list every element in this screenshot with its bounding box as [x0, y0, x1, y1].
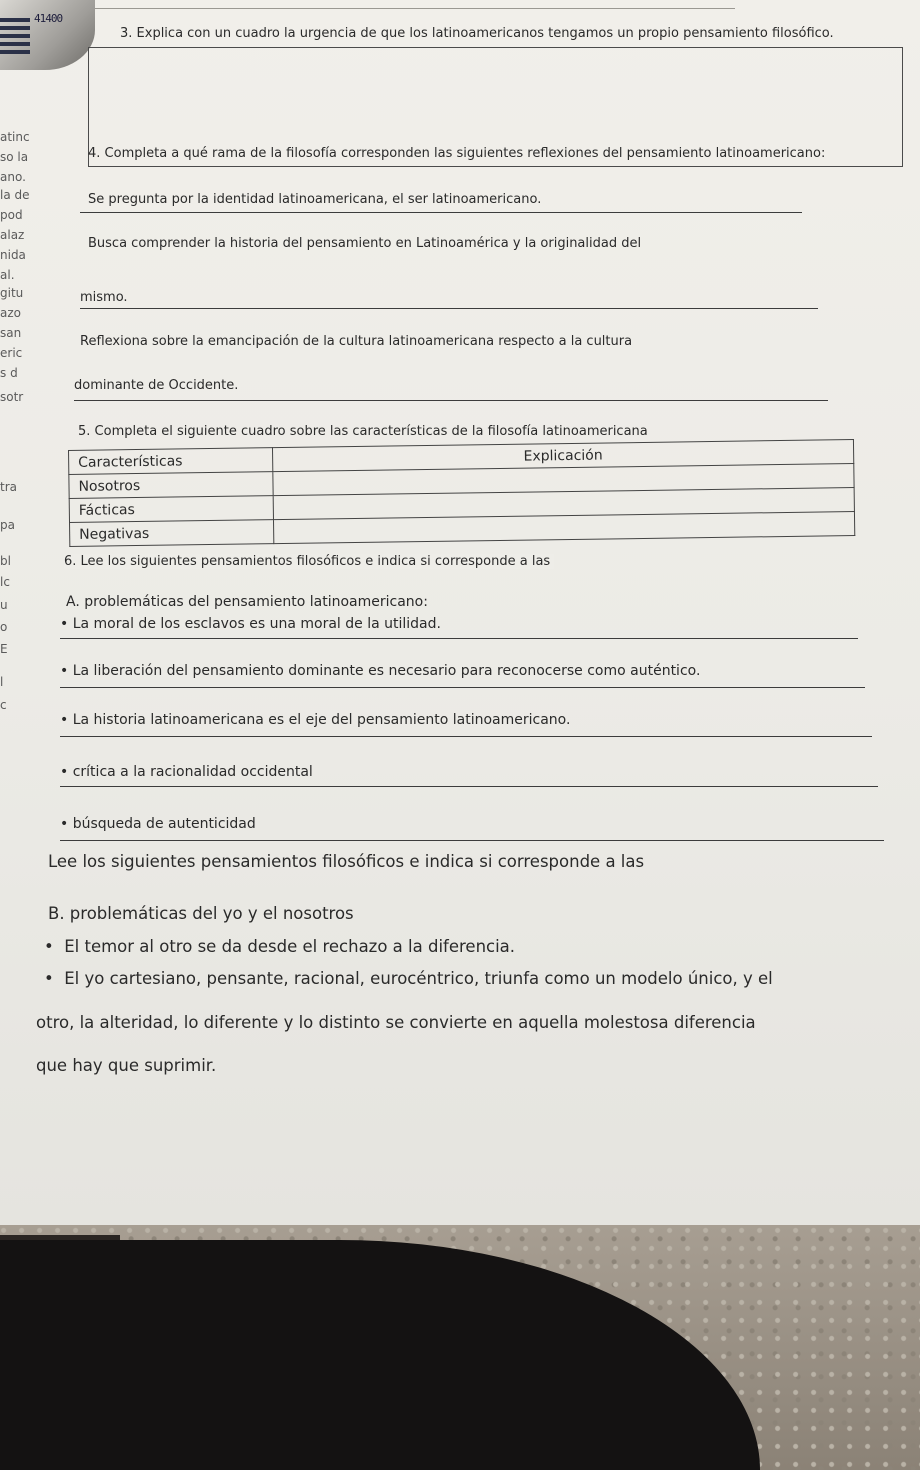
- fragment: ano.: [0, 170, 26, 184]
- bullet-text: crítica a la racionalidad occidental: [72, 764, 313, 780]
- fragment: alaz: [0, 228, 25, 242]
- top-rule: [95, 8, 735, 9]
- q6-bullet-5: • búsqueda de autenticidad: [60, 816, 256, 832]
- q4-item-3-cont: dominante de Occidente.: [74, 378, 239, 393]
- fragment: gitu: [0, 286, 24, 300]
- answer-line[interactable]: [80, 212, 802, 213]
- table-header-explicacion: Explicación: [272, 440, 853, 472]
- question-6: 6. Lee los siguientes pensamientos filosóficos e indica si corresponde a las: [64, 554, 554, 569]
- answer-line[interactable]: [80, 308, 818, 309]
- answer-line[interactable]: [60, 786, 878, 787]
- table-row-facticas: Fácticas: [69, 496, 273, 523]
- fragment: nida: [0, 248, 26, 262]
- fragment: la de: [0, 188, 30, 202]
- answer-line[interactable]: [60, 736, 872, 737]
- q4-item-2: Busca comprender la historia del pensamiento en Latinoamérica y la originalidad del: [88, 236, 642, 251]
- bullet-text: La historia latinoamericana es el eje del pensamiento latinoamericano.: [72, 712, 571, 728]
- fragment: lc: [0, 575, 10, 589]
- fragment: tra: [0, 480, 17, 494]
- bullet-text: búsqueda de autenticidad: [72, 816, 256, 832]
- fragment: s d: [0, 366, 18, 380]
- answer-line[interactable]: [74, 400, 828, 401]
- fragment: pa: [0, 518, 15, 532]
- fragment: so la: [0, 150, 29, 164]
- answer-line[interactable]: [60, 638, 858, 639]
- q4-item-1: Se pregunta por la identidad latinoamericana, el ser latinoamericano.: [88, 192, 542, 207]
- partb-intro: Lee los siguientes pensamientos filosóficos e indica si corresponde a las: [48, 852, 645, 871]
- bullet-text: La liberación del pensamiento dominante es necesario para reconocerse como auténtico.: [72, 663, 701, 679]
- fragment: o: [0, 620, 8, 634]
- answer-line[interactable]: [60, 840, 884, 841]
- fragment: u: [0, 598, 8, 612]
- q6-subheading-a: A. problemáticas del pensamiento latinoamericano:: [66, 594, 428, 610]
- fragment: sotr: [0, 390, 24, 404]
- characteristics-table: [68, 439, 855, 547]
- partb-bullet-2: • El yo cartesiano, pensante, racional, eurocéntrico, triunfa como un modelo único, y el: [44, 969, 773, 988]
- q4-item-3: Reflexiona sobre la emancipación de la cultura latinoamericana respecto a la cultura: [80, 334, 633, 349]
- question-3: 3. Explica con un cuadro la urgencia de que los latinoamericanos tengamos un propio pensamiento filosófico.: [120, 26, 834, 41]
- fragment: eric: [0, 346, 23, 360]
- table-row-negativas: Negativas: [70, 520, 274, 547]
- question-4: 4. Completa a qué rama de la filosofía corresponden las siguientes reflexiones del pensamiento latinoamericano:: [88, 146, 826, 161]
- q4-item-2-cont: mismo.: [80, 290, 128, 305]
- pen-label: 41400: [34, 12, 63, 25]
- fragment: pod: [0, 208, 23, 222]
- answer-line[interactable]: [60, 687, 865, 688]
- q6-bullet-2: • La liberación del pensamiento dominante es necesario para reconocerse como auténtico.: [60, 663, 701, 679]
- pen-stripes: [0, 18, 30, 58]
- fragment: c: [0, 698, 7, 712]
- partb-subheading: B. problemáticas del yo y el nosotros: [48, 904, 354, 923]
- bullet-text: El temor al otro se da desde el rechazo a la diferencia.: [64, 937, 516, 956]
- fragment: azo: [0, 306, 21, 320]
- fragment: san: [0, 326, 22, 340]
- q6-bullet-4: • crítica a la racionalidad occidental: [60, 764, 313, 780]
- question-5: 5. Completa el siguiente cuadro sobre las características de la filosofía latinoamericana: [78, 424, 648, 439]
- fragment: l: [0, 675, 4, 689]
- bullet-text: El yo cartesiano, pensante, racional, eurocéntrico, triunfa como un modelo único, y el: [64, 969, 773, 988]
- fragment: E: [0, 642, 8, 656]
- fragment: al.: [0, 268, 15, 282]
- q6-bullet-1: • La moral de los esclavos es una moral de la utilidad.: [60, 616, 441, 632]
- partb-bullet-1: • El temor al otro se da desde el rechazo a la diferencia.: [44, 937, 516, 956]
- q6-bullet-3: • La historia latinoamericana es el eje del pensamiento latinoamericano.: [60, 712, 571, 728]
- table-row-nosotros: Nosotros: [69, 472, 273, 499]
- bullet-text: La moral de los esclavos es una moral de la utilidad.: [72, 616, 441, 632]
- partb-bullet-2-cont: otro, la alteridad, lo diferente y lo distinto se convierte en aquella molestosa diferencia: [36, 1013, 756, 1032]
- fragment: bl: [0, 554, 11, 568]
- partb-bullet-2-end: que hay que suprimir.: [36, 1056, 217, 1075]
- fragment: atinc: [0, 130, 30, 144]
- table-header-caracteristicas: Características: [69, 448, 273, 475]
